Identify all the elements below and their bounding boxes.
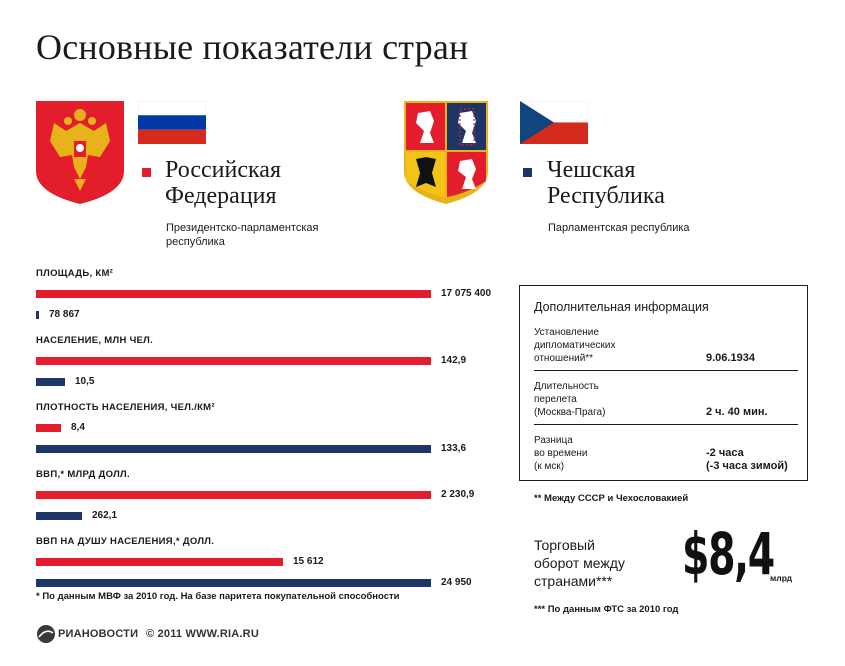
czech-bar: [36, 579, 431, 587]
russia-name: Российская Федерация: [165, 157, 281, 209]
czech-bar-value: 262,1: [92, 510, 118, 521]
indicator-label: ВВП,* МЛРД ДОЛЛ.: [36, 469, 130, 480]
indicator-label: ПЛОТНОСТЬ НАСЕЛЕНИЯ, ЧЕЛ./КМ²: [36, 402, 215, 413]
trade-value: $8,4: [682, 520, 774, 588]
indicator-label: НАСЕЛЕНИЕ, МЛН ЧЕЛ.: [36, 335, 154, 346]
russia-bar: [36, 290, 431, 298]
russia-bar-value: 8,4: [71, 422, 85, 433]
czech-bar-value: 24 950: [441, 577, 472, 588]
info-label-timezone: Разница во времени (к мск): [534, 435, 588, 472]
footnote-fts: *** По данным ФТС за 2010 год: [534, 604, 679, 615]
czech-bar-value: 10,5: [75, 376, 95, 387]
ria-logo-icon: [36, 624, 56, 644]
footnote-imf: * По данным МВФ за 2010 год. На базе паритета покупательной способности: [36, 591, 400, 602]
info-label-flight: Длительность перелета (Москва-Прага): [534, 381, 606, 418]
czech-bar: [36, 445, 431, 453]
info-value-flight: 2 ч. 40 мин.: [706, 406, 768, 418]
czech-coat-of-arms-icon: [404, 101, 488, 204]
czech-bar-value: 133,6: [441, 443, 467, 454]
russia-bar-value: 17 075 400: [441, 288, 492, 299]
russia-bar-value: 2 230,9: [441, 489, 475, 500]
info-value-diplomatic: 9.06.1934: [706, 352, 755, 364]
info-heading: Дополнительная информация: [534, 300, 709, 314]
additional-info-box: [519, 285, 808, 481]
page-title: Основные показатели стран: [36, 27, 469, 67]
czech-bar: [36, 378, 65, 386]
credit-text: © 2011 WWW.RIA.RU: [146, 628, 259, 640]
czech-bar: [36, 512, 82, 520]
footnote-ussr: ** Между СССР и Чехословакией: [534, 493, 689, 504]
czech-bar: [36, 311, 39, 319]
russia-flag-icon: [138, 101, 206, 144]
trade-label: Торговый оборот между странами***: [534, 537, 625, 589]
trade-unit: млрд: [770, 573, 793, 583]
russia-bar: [36, 558, 283, 566]
czech-name: Чешская Республика: [547, 157, 665, 209]
czech-government-type: Парламентская республика: [548, 222, 690, 234]
russia-bar-value: 142,9: [441, 355, 467, 366]
russia-bar-value: 15 612: [293, 556, 324, 567]
russia-government-type: Президентско-парламентская республика: [166, 222, 319, 248]
russia-bar: [36, 357, 431, 365]
russia-bar: [36, 491, 431, 499]
indicator-label: ВВП НА ДУШУ НАСЕЛЕНИЯ,* ДОЛЛ.: [36, 536, 215, 547]
indicator-label: ПЛОЩАДЬ, КМ²: [36, 268, 114, 279]
russia-bar: [36, 424, 61, 432]
czech-flag-icon: [520, 101, 588, 144]
czech-bar-value: 78 867: [49, 309, 80, 320]
russia-coat-of-arms-icon: [36, 101, 124, 204]
russia-color-marker: [142, 168, 151, 177]
ria-logo-text: РИАНОВОСТИ: [58, 628, 139, 640]
info-value-timezone: -2 часа (-3 часа зимой): [706, 447, 788, 472]
info-separator: [534, 424, 798, 425]
czech-color-marker: [523, 168, 532, 177]
info-label-diplomatic: Установление дипломатических отношений**: [534, 327, 616, 364]
info-separator: [534, 370, 798, 371]
